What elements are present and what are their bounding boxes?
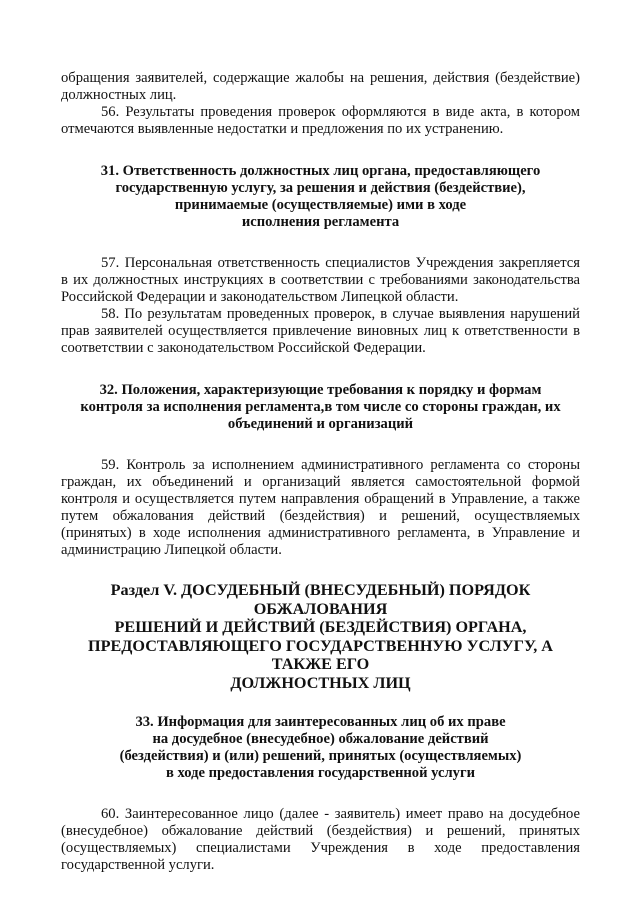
heading-33-line: в ходе предоставления государственной услуги <box>165 765 476 781</box>
document-body <box>61 70 580 874</box>
paragraph-continuation: обращения заявителей, содержащие жалобы на решения, действия (бездействие) должностных лиц. <box>61 70 580 103</box>
heading-32 <box>61 382 580 433</box>
heading-31-line: исполнения регламента <box>241 214 400 230</box>
paragraph-57: 57. Персональная ответственность специалистов Учреждения закрепляется в их должностных инструкциях в соответствии с требованиями законодательства Российской Федерации и законодательством Липецкой области. <box>61 255 580 305</box>
paragraph-60: 60. Заинтересованное лицо (далее - заявитель) имеет право на досудебное (внесудебное) обжалование действий (бездействия) и решений, принятых (осуществляемых) специалистами Учреждения в ходе предоставления государственной услуги. <box>61 806 580 873</box>
section-5-line: ПРЕДОСТАВЛЯЮЩЕГО ГОСУДАРСТВЕННУЮ УСЛУГУ, А ТАКЖЕ ЕГО <box>88 636 553 673</box>
paragraph-58: 58. По результатам проведенных проверок, в случае выявления нарушений прав заявителей осуществляется привлечение виновных лиц к ответственности в соответствии с законодательством Российской Федерации. <box>61 306 580 356</box>
heading-33-line: на досудебное (внесудебное) обжалование действий <box>152 731 489 747</box>
heading-33 <box>61 714 580 782</box>
heading-31-line: государственную услугу, за решения и действия (бездействие), <box>115 180 526 196</box>
section-5-heading <box>61 581 580 692</box>
section-5-line: ДОЛЖНОСТНЫХ ЛИЦ <box>230 673 411 692</box>
section-5-line: Раздел V. ДОСУДЕБНЫЙ (ВНЕСУДЕБНЫЙ) ПОРЯДОК <box>110 581 531 599</box>
heading-31 <box>61 163 580 231</box>
heading-32-line: объединений и организаций <box>227 416 414 432</box>
heading-31-line: принимаемые (осуществляемые) ими в ходе <box>174 197 467 213</box>
section-5-line: РЕШЕНИЙ И ДЕЙСТВИЙ (БЕЗДЕЙСТВИЯ) ОРГАНА, <box>114 618 527 636</box>
heading-32-line: 32. Положения, характеризующие требования к порядку и формам <box>99 382 542 398</box>
paragraph-59: 59. Контроль за исполнением административного регламента со стороны граждан, их объединений и организаций является самостоятельной формой контроля и осуществляется путем направления обращений в Управление, а также путем обжалования действий (бездействия) и решений, осуществляемых (принятых) в ходе исполнения административного регламента, в Управление и администрацию Липецкой области. <box>61 457 580 558</box>
heading-31-line: 31. Ответственность должностных лиц органа, предоставляющего <box>100 163 541 179</box>
heading-33-line: (бездействия) и (или) решений, принятых (осуществляемых) <box>119 748 522 764</box>
heading-33-line: 33. Информация для заинтересованных лиц об их праве <box>135 714 506 730</box>
paragraph-56: 56. Результаты проведения проверок оформляются в виде акта, в котором отмечаются выявленные недостатки и предложения по их устранению. <box>61 104 580 137</box>
heading-32-line: контроля за исполнения регламента,в том числе со стороны граждан, их <box>80 399 561 415</box>
section-5-line: ОБЖАЛОВАНИЯ <box>253 599 388 618</box>
